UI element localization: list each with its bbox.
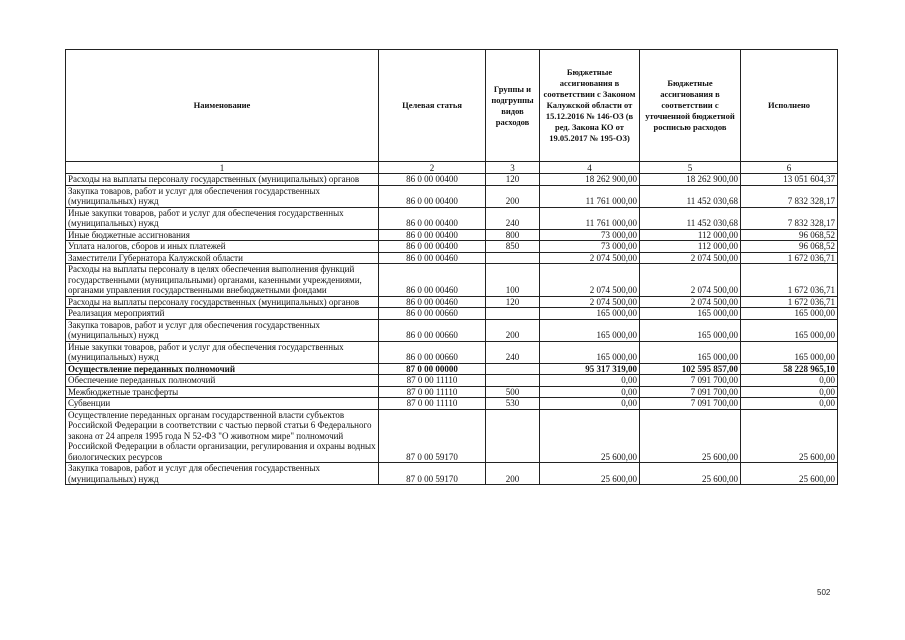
row-executed: 165 000,00 <box>741 319 838 341</box>
header-row <box>66 50 838 162</box>
table-row <box>66 185 838 207</box>
table-row <box>66 319 838 341</box>
row-target-article: 86 0 00 00400 <box>379 229 486 241</box>
row-target-article: 86 0 00 00660 <box>379 319 486 341</box>
row-target-article: 86 0 00 00660 <box>379 341 486 363</box>
row-expense-group: 500 <box>486 386 540 398</box>
row-target-article: 86 0 00 00400 <box>379 207 486 229</box>
row-executed: 58 228 965,10 <box>741 363 838 375</box>
column-number: 5 <box>640 162 741 174</box>
table-row <box>66 174 838 186</box>
row-law-allocation: 18 262 900,00 <box>540 174 640 186</box>
column-number: 4 <box>540 162 640 174</box>
row-law-allocation: 0,00 <box>540 386 640 398</box>
row-executed: 96 068,52 <box>741 241 838 253</box>
table-row <box>66 375 838 387</box>
row-name: Иные бюджетные ассигнования <box>66 229 379 241</box>
row-refined-allocation: 7 091 700,00 <box>640 386 741 398</box>
row-expense-group: 530 <box>486 398 540 410</box>
row-law-allocation: 165 000,00 <box>540 308 640 320</box>
row-expense-group <box>486 252 540 264</box>
row-target-article: 87 0 00 11110 <box>379 398 486 410</box>
row-name: Закупка товаров, работ и услуг для обеспечения государственных (муниципальных) нужд <box>66 185 379 207</box>
row-law-allocation: 95 317 319,00 <box>540 363 640 375</box>
row-target-article: 86 0 00 00460 <box>379 296 486 308</box>
row-name: Заместители Губернатора Калужской области <box>66 252 379 264</box>
row-refined-allocation: 25 600,00 <box>640 409 741 463</box>
row-executed: 165 000,00 <box>741 341 838 363</box>
row-law-allocation: 2 074 500,00 <box>540 264 640 297</box>
row-name: Закупка товаров, работ и услуг для обеспечения государственных (муниципальных) нужд <box>66 319 379 341</box>
header-target-article: Целевая статья <box>379 50 486 162</box>
row-law-allocation: 2 074 500,00 <box>540 252 640 264</box>
row-law-allocation: 165 000,00 <box>540 319 640 341</box>
row-refined-allocation: 112 000,00 <box>640 229 741 241</box>
table-body <box>66 174 838 485</box>
row-name: Осуществление переданных органам государственной власти субъектов Российской Федерации в соответствии с частью первой статьи 6 Федерального закона от 24 апреля 1995 года N 52-ФЗ "О животном мире" полномочий Российской Федерации в области организации, регулирования и охраны водных биологических ресурсов <box>66 409 379 463</box>
row-name: Уплата налогов, сборов и иных платежей <box>66 241 379 253</box>
row-refined-allocation: 11 452 030,68 <box>640 185 741 207</box>
table-row <box>66 241 838 253</box>
row-executed: 25 600,00 <box>741 463 838 485</box>
row-refined-allocation: 2 074 500,00 <box>640 252 741 264</box>
row-target-article: 87 0 00 11110 <box>379 386 486 398</box>
row-expense-group: 850 <box>486 241 540 253</box>
row-executed: 7 832 328,17 <box>741 185 838 207</box>
row-name: Субвенции <box>66 398 379 410</box>
row-refined-allocation: 112 000,00 <box>640 241 741 253</box>
table-row <box>66 386 838 398</box>
row-refined-allocation: 165 000,00 <box>640 341 741 363</box>
column-number: 1 <box>66 162 379 174</box>
table-row <box>66 229 838 241</box>
row-refined-allocation: 18 262 900,00 <box>640 174 741 186</box>
row-law-allocation: 73 000,00 <box>540 241 640 253</box>
row-name: Обеспечение переданных полномочий <box>66 375 379 387</box>
header-expense-groups: Группы и подгруппы видов расходов <box>486 50 540 162</box>
row-expense-group: 800 <box>486 229 540 241</box>
column-number: 6 <box>741 162 838 174</box>
row-name: Осуществление переданных полномочий <box>66 363 379 375</box>
row-target-article: 86 0 00 00460 <box>379 252 486 264</box>
row-expense-group <box>486 308 540 320</box>
row-executed: 0,00 <box>741 375 838 387</box>
row-target-article: 86 0 00 00660 <box>379 308 486 320</box>
row-expense-group: 240 <box>486 341 540 363</box>
row-expense-group: 200 <box>486 319 540 341</box>
table-row <box>66 296 838 308</box>
page-number: 502 <box>817 588 831 597</box>
row-executed: 0,00 <box>741 386 838 398</box>
row-refined-allocation: 7 091 700,00 <box>640 375 741 387</box>
row-expense-group: 240 <box>486 207 540 229</box>
row-expense-group: 100 <box>486 264 540 297</box>
row-expense-group: 200 <box>486 463 540 485</box>
table-row <box>66 463 838 485</box>
row-refined-allocation: 165 000,00 <box>640 308 741 320</box>
row-target-article: 86 0 00 00460 <box>379 264 486 297</box>
row-refined-allocation: 11 452 030,68 <box>640 207 741 229</box>
table-row <box>66 363 838 375</box>
table-row <box>66 398 838 410</box>
row-expense-group: 120 <box>486 296 540 308</box>
row-name: Расходы на выплаты персоналу государственных (муниципальных) органов <box>66 174 379 186</box>
row-executed: 25 600,00 <box>741 409 838 463</box>
row-target-article: 87 0 00 59170 <box>379 463 486 485</box>
row-name: Расходы на выплаты персоналу государственных (муниципальных) органов <box>66 296 379 308</box>
row-executed: 1 672 036,71 <box>741 296 838 308</box>
row-name: Иные закупки товаров, работ и услуг для обеспечения государственных (муниципальных) нужд <box>66 341 379 363</box>
row-name: Расходы на выплаты персоналу в целях обеспечения выполнения функций государственными (муниципальными) органами, казенными учреждениями, органами управления государственными внебюджетными фондами <box>66 264 379 297</box>
row-executed: 1 672 036,71 <box>741 252 838 264</box>
row-law-allocation: 11 761 000,00 <box>540 207 640 229</box>
row-executed: 165 000,00 <box>741 308 838 320</box>
row-target-article: 86 0 00 00400 <box>379 241 486 253</box>
row-expense-group: 120 <box>486 174 540 186</box>
row-law-allocation: 25 600,00 <box>540 463 640 485</box>
column-number-row <box>66 162 838 174</box>
row-target-article: 87 0 00 59170 <box>379 409 486 463</box>
row-refined-allocation: 102 595 857,00 <box>640 363 741 375</box>
row-law-allocation: 11 761 000,00 <box>540 185 640 207</box>
row-name: Закупка товаров, работ и услуг для обеспечения государственных (муниципальных) нужд <box>66 463 379 485</box>
budget-table <box>65 49 838 485</box>
header-name: Наименование <box>66 50 379 162</box>
row-target-article: 86 0 00 00400 <box>379 174 486 186</box>
header-refined-allocations: Бюджетные ассигнования в соответствии с уточненной бюджетной росписью расходов <box>640 50 741 162</box>
row-target-article: 87 0 00 00000 <box>379 363 486 375</box>
row-law-allocation: 25 600,00 <box>540 409 640 463</box>
row-executed: 13 051 604,37 <box>741 174 838 186</box>
row-refined-allocation: 25 600,00 <box>640 463 741 485</box>
row-target-article: 87 0 00 11110 <box>379 375 486 387</box>
row-law-allocation: 0,00 <box>540 375 640 387</box>
table-row <box>66 207 838 229</box>
header-executed: Исполнено <box>741 50 838 162</box>
table-row <box>66 341 838 363</box>
row-executed: 7 832 328,17 <box>741 207 838 229</box>
header-law-allocations: Бюджетные ассигнования в соответствии с Законом Калужской области от 15.12.2016 № 146-ОЗ (в ред. Закона КО от 19.05.2017 № 195-ОЗ) <box>540 50 640 162</box>
table-row <box>66 264 838 297</box>
row-refined-allocation: 7 091 700,00 <box>640 398 741 410</box>
row-expense-group <box>486 375 540 387</box>
row-law-allocation: 73 000,00 <box>540 229 640 241</box>
row-refined-allocation: 165 000,00 <box>640 319 741 341</box>
table-row <box>66 308 838 320</box>
row-executed: 96 068,52 <box>741 229 838 241</box>
column-number: 3 <box>486 162 540 174</box>
row-law-allocation: 165 000,00 <box>540 341 640 363</box>
row-law-allocation: 0,00 <box>540 398 640 410</box>
row-executed: 0,00 <box>741 398 838 410</box>
row-law-allocation: 2 074 500,00 <box>540 296 640 308</box>
row-expense-group: 200 <box>486 185 540 207</box>
row-refined-allocation: 2 074 500,00 <box>640 264 741 297</box>
row-name: Межбюджетные трансферты <box>66 386 379 398</box>
row-target-article: 86 0 00 00400 <box>379 185 486 207</box>
row-expense-group <box>486 363 540 375</box>
row-executed: 1 672 036,71 <box>741 264 838 297</box>
table-row <box>66 409 838 463</box>
row-name: Реализация мероприятий <box>66 308 379 320</box>
row-name: Иные закупки товаров, работ и услуг для обеспечения государственных (муниципальных) нужд <box>66 207 379 229</box>
row-refined-allocation: 2 074 500,00 <box>640 296 741 308</box>
column-number: 2 <box>379 162 486 174</box>
table-row <box>66 252 838 264</box>
row-expense-group <box>486 409 540 463</box>
